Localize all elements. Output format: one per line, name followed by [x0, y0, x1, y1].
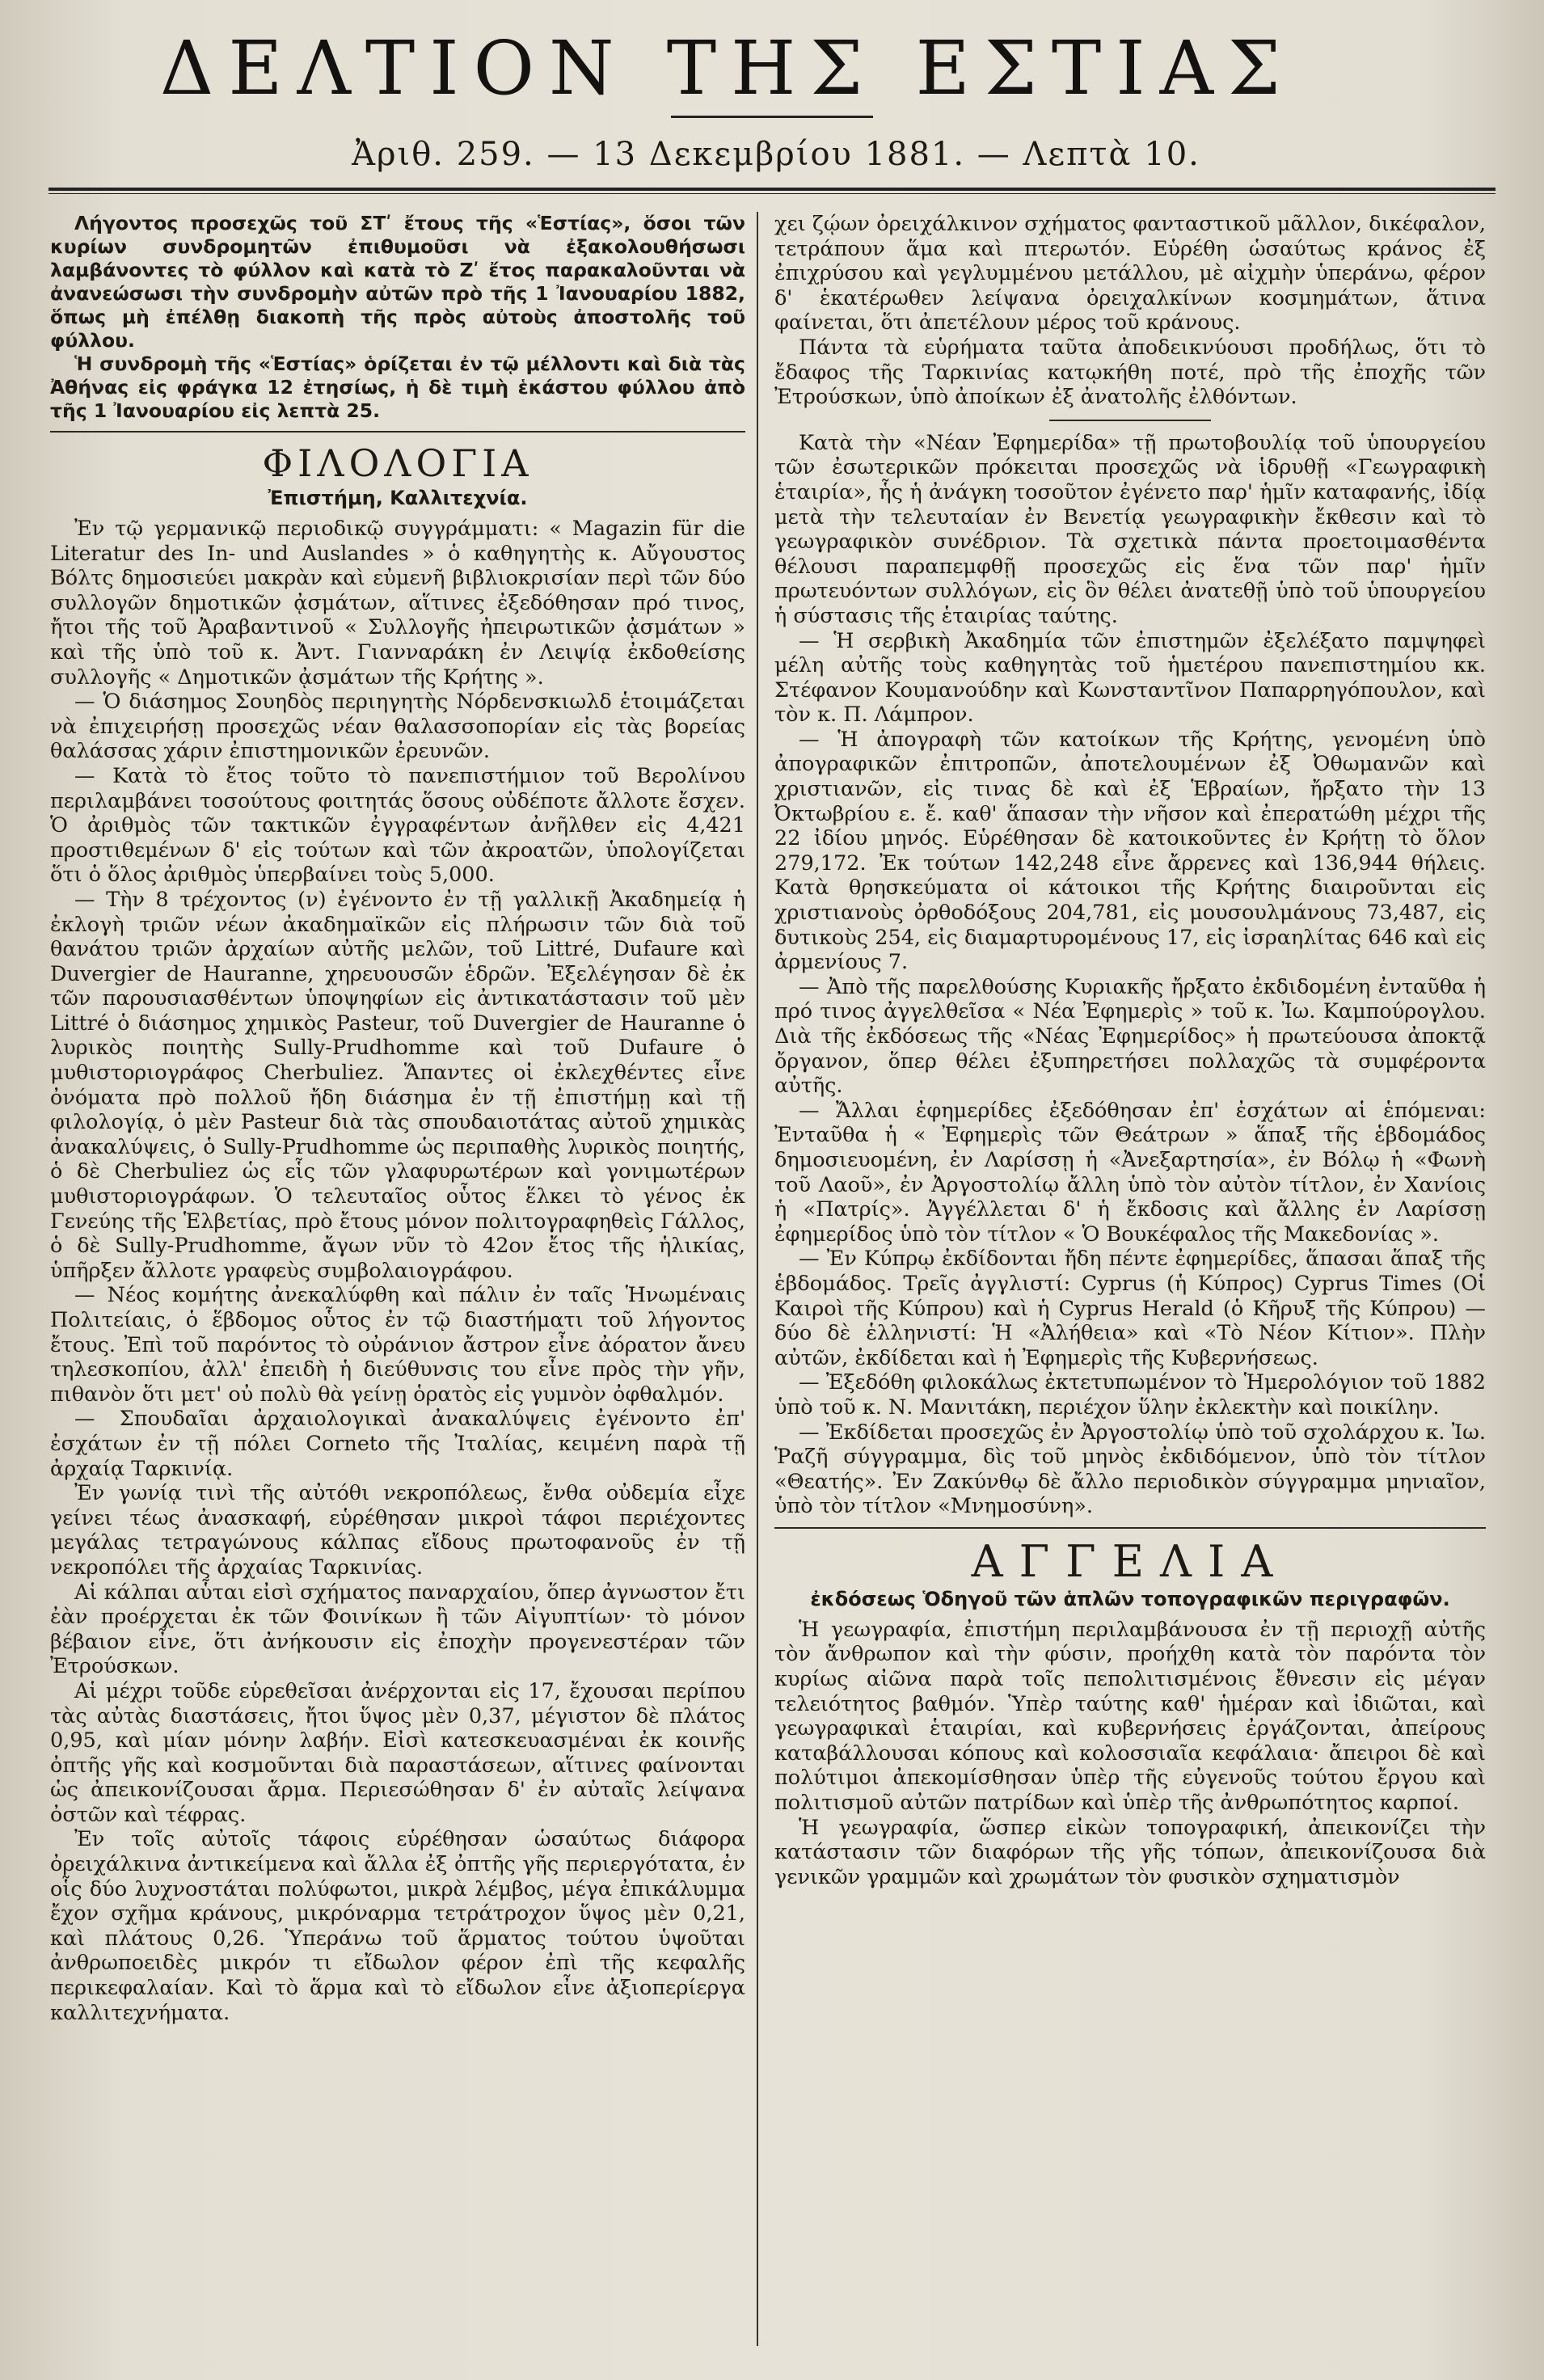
- article-paragraph: Αἱ μέχρι τοῦδε εὑρεθεῖσαι ἀνέρχονται εἰς 17, ἔχουσαι περίπου τὰς αὐτὰς διαστάσεις, ἤτοι ὕψος μὲν 0,37, μέγιστον δὲ πλάτος 0,95, καὶ μίαν μόνην λαβήν. Εἰσὶ κατεσκευασμέναι ἐκ κοινῆς ὀπτῆς γῆς καὶ κοσμοῦνται διὰ παραστάσεων, αἵτινες φαίνονται ὡς ἀπεικονίζουσαι ἄρμα. Περιεσώθησαν δ' ἐν αὐταῖς λείψανα ὀστῶν καὶ τέφρας.: [50, 1678, 745, 1827]
- subscription-price-notice: Ἡ συνδρομὴ τῆς «Ἑστίας» ὁρίζεται ἐν τῷ μέλλοντι καὶ διὰ τὰς Ἀθήνας εἰς φράγκα 12 ἐτησίως, ἡ δὲ τιμὴ ἑκάστου φύλλου ἀπὸ τῆς 1 Ἰανουαρίου εἰς λεπτὰ 25.: [50, 352, 745, 422]
- section-title-announcement: ΑΓΓΕΛΙΑ: [971, 1535, 1289, 1587]
- article-paragraph: Ἡ γεωγραφία, ὥσπερ εἰκὼν τοπογραφική, ἀπεικονίζει τὴν κατάστασιν τῶν διαφόρων τῆς γῆς τόπων, ἀπεικονίζουσα διὰ γενικῶν γραμμῶν καὶ χρωμάτων τὸν φυσικὸν σχηματισμὸν: [774, 1815, 1486, 1889]
- article-paragraph: — Ἀπὸ τῆς παρελθούσης Κυριακῆς ἤρξατο ἐκδιδομένη ἐνταῦθα ἡ πρό τινος ἀγγελθεῖσα « Νέα Ἐφημερὶς » τοῦ κ. Ἰω. Καμπούρογλου. Διὰ τῆς ἐκδόσεως τῆς «Νέας Ἐφημερίδος» ἡ πρωτεύουσα ἀποκτᾷ ὄργανον, ὅπερ θέλει ἐξυπηρετήσει πολλαχῶς τὰ συμφέροντα αὐτῆς.: [774, 974, 1486, 1099]
- subscription-notice: Λήγοντος προσεχῶς τοῦ ΣΤʹ ἔτους τῆς «Ἑστίας», ὅσοι τῶν κυρίων συνδρομητῶν ἐπιθυμοῦσι νὰ ἐξακολουθήσωσι λαμβάνοντες τὸ φύλλον καὶ κατὰ τὸ Ζʹ ἔτος παρακαλοῦνται νὰ ἀνανεώσωσι τὴν συνδρομὴν αὐτῶν πρὸ τῆς 1 Ἰανουαρίου 1882, ὅπως μὴ ἐπέλθῃ διακοπὴ τῆς πρὸς αὐτοὺς ἀποστολῆς τοῦ φύλλου.: [50, 212, 745, 352]
- article-paragraph: Ἐν τῷ γερμανικῷ περιοδικῷ συγγράμματι: « Magazin für die Literatur des In- und Auslandes » ὁ καθηγητὴς κ. Αὔγουστος Βόλτς δημοσιεύει μακρὰν καὶ εὐμενῆ βιβλιοκρισίαν περὶ τῶν δύο συλλογῶν δημοτικῶν ᾀσμάτων, αἵτινες ἐξεδόθησαν πρό τινος, ἤτοι τῆς τοῦ Ἀραβαντινοῦ « Συλλογῆς ἠπειρωτικῶν ᾀσμάτων » καὶ τῆς ὑπὸ τοῦ κ. Ἀντ. Γιανναράκη ἐν Λειψίᾳ ἐκδοθείσης συλλογῆς « Δημοτικῶν ᾀσμάτων τῆς Κρήτης ».: [50, 517, 745, 690]
- announcement-subtitle: ἐκδόσεως Ὁδηγοῦ τῶν ἁπλῶν τοπογραφικῶν περιγραφῶν.: [810, 1587, 1450, 1610]
- issue-line: Ἀριθ. 259. — 13 Δεκεμβρίου 1881. — Λεπτὰ 10.: [352, 136, 1200, 173]
- article-paragraph: — Κατὰ τὸ ἔτος τοῦτο τὸ πανεπιστήμιον τοῦ Βερολίνου περιλαμβάνει τοσούτους φοιτητάς ὅσους οὐδέποτε ἄλλοτε ἔσχεν. Ὁ ἀριθμὸς τῶν τακτικῶν ἐγγραφέντων ἀνῆλθεν εἰς 4,421 προστιθεμένων δ' εἰς τούτων καὶ τῶν ἀκροατῶν, ὑπολογίζεται ὅτι ὁ ὅλος ἀριθμὸς ὑπερβαίνει τοὺς 5,000.: [50, 763, 745, 888]
- masthead-rule: [671, 116, 873, 118]
- article-paragraph: — Ἐξεδόθη φιλοκάλως ἐκτετυπωμένον τὸ Ἡμερολόγιον τοῦ 1882 ὑπὸ τοῦ κ. Ν. Μανιτάκη, περιέχον ὕλην ἐκλεκτὴν καὶ ποικίλην.: [774, 1370, 1486, 1420]
- short-divider: [1049, 420, 1211, 421]
- article-paragraph: χει ζῴων ὀρειχάλκινον σχήματος φανταστικοῦ μᾶλλον, δικέφαλον, τετράπουν ἅμα καὶ πτερωτόν. Εὑρέθη ὡσαύτως κράνος ἐξ ἐπιχρύσου καὶ γεγλυμμένου μετάλλου, μὲ αἰχμὴν ὑπεράνω, φέρον δ' ἑκατέρωθεν λείψανα ὀρειχαλκίνων κοσμημάτων, ἅτινα φαίνεται, ὅτι ἀπετέλουν μέρος τοῦ κράνους.: [774, 212, 1486, 335]
- header-rule-thin: [49, 193, 1495, 194]
- section-divider: [50, 431, 745, 433]
- article-paragraph: Ἐν γωνίᾳ τινὶ τῆς αὐτόθι νεκροπόλεως, ἔνθα οὐδεμία εἶχε γείνει τέως ἀνασκαφή, εὑρέθησαν μικροὶ τάφοι περιέχοντες μεγάλας τετραγώνους κάλπας εἴδους πρωτοφανοῦς ἐν τῇ νεκροπόλει τῆς ἀρχαίας Ταρκινίας.: [50, 1481, 745, 1580]
- column-rule: [757, 212, 758, 2346]
- article-paragraph: — Ἐν Κύπρῳ ἐκδίδονται ἤδη πέντε ἐφημερίδες, ἅπασαι ἅπαξ τῆς ἑβδομάδος. Τρεῖς ἀγγλιστί: Cyprus (ἡ Κύπρος) Cyprus Times (Οἱ Καιροὶ τῆς Κύπρου) καὶ ἡ Cyprus Herald (ὁ Κῆρυξ τῆς Κύπρου) — δύο δὲ ἑλληνιστί: Ἡ «Ἀλήθεια» καὶ «Τὸ Νέον Κίτιον». Πλὴν αὐτῶν, ἐκδίδεται καὶ ἡ Ἐφημερὶς τῆς Κυβερνήσεως.: [774, 1247, 1486, 1370]
- article-paragraph: — Ὁ διάσημος Σουηδὸς περιηγητὴς Νόρδενσκιωλδ ἑτοιμάζεται νὰ ἐπιχειρήσῃ προσεχῶς νέαν θαλασσοπορίαν εἰς τὰς βορείας θαλάσσας χάριν ἐπιστημονικῶν ἐρευνῶν.: [50, 690, 745, 764]
- article-paragraph: Κατὰ τὴν «Νέαν Ἐφημερίδα» τῇ πρωτοβουλίᾳ τοῦ ὑπουργείου τῶν ἐσωτερικῶν πρόκειται προσεχῶς νὰ ἱδρυθῇ «Γεωγραφικὴ ἑταιρία», ἧς ἡ ἀνάγκη τοσοῦτον ἐγένετο παρ' ἡμῖν καταφανής, ἰδίᾳ μετὰ τὴν τελευταίαν ἐν Βενετίᾳ γεωγραφικὴν ἔκθεσιν καὶ τὸ γεωγραφικὸν συνέδριον. Τὰ σχετικὰ πάντα προετοιμασθέντα θέλουσι παραπεμφθῇ προσεχῶς εἰς ἕνα τῶν παρ' ἡμῖν πρωτευόντων συλλόγων, εἰς ὃν θέλει ἀνατεθῇ ὑπὸ τοῦ ὑπουργείου ἡ σύστασις τῆς ἑταιρίας ταύτης.: [774, 430, 1486, 628]
- section-title-philology: ΦΙΛΟΛΟΓΙΑ: [262, 441, 534, 485]
- article-paragraph: — Ἡ ἀπογραφὴ τῶν κατοίκων τῆς Κρήτης, γενομένη ὑπὸ ἀπογραφικῶν ἐπιτροπῶν, ἀποτελουμένων ἐξ Ὀθωμανῶν καὶ χριστιανῶν, εἰς τινας δὲ καὶ ἐξ Ἑβραίων, ἤρξατο τὴν 13 Ὀκτωβρίου ε. ἔ. καθ' ἅπασαν τὴν νῆσον καὶ ἐπερατώθη μέχρι τῆς 22 ἰδίου μηνός. Εὑρέθησαν δὲ κατοικοῦντες ἐν Κρήτῃ τὸ ὅλον 279,172. Ἐκ τούτων 142,248 εἶνε ἄρρενες καὶ 136,944 θήλεις. Κατὰ θρησκεύματα οἱ κάτοικοι τῆς Κρήτης διαιροῦνται εἰς χριστιανοὺς ὀρθοδόξους 204,781, εἰς μουσουλμάνους 73,487, εἰς δυτικοὺς 254, εἰς διαμαρτυρομένους 17, εἰς ἰσραηλίτας 646 καὶ εἰς ἀρμενίους 7.: [774, 727, 1486, 975]
- article-paragraph: Πάντα τὰ εὑρήματα ταῦτα ἀποδεικνύουσι προδήλως, ὅτι τὸ ἔδαφος τῆς Ταρκινίας κατῳκήθη ποτέ, πρὸ τῆς ἐποχῆς τῶν Ἐτρούσκων, ὑπὸ ἀποίκων ἐξ ἀνατολῆς ἐλθόντων.: [774, 335, 1486, 410]
- right-column: [774, 212, 1486, 2346]
- article-paragraph: — Ἄλλαι ἐφημερίδες ἐξεδόθησαν ἐπ' ἐσχάτων αἱ ἑπόμεναι: Ἐνταῦθα ἡ « Ἐφημερὶς τῶν Θεάτρων » ἅπαξ τῆς ἑβδομάδος δημοσιευομένη, ἐν Λαρίσσῃ ἡ «Ἀνεξαρτησία», ἐν Βόλῳ ἡ «Φωνὴ τοῦ Λαοῦ», ἐν Ἀργοστολίῳ ἄλλη ὑπὸ τὸν αὐτὸν τίτλον, ἐν Χανίοις ἡ «Πατρίς». Ἀγγέλλεται δ' ἡ ἔκδοσις καὶ ἄλλης ἐν Λαρίσσῃ ἐφημερίδος ὑπὸ τὸν τίτλον « Ὁ Βουκέφαλος τῆς Μακεδονίας ».: [774, 1098, 1486, 1247]
- article-paragraph: Αἱ κάλπαι αὗται εἰσὶ σχήματος παναρχαίου, ὅπερ ἀγνωστον ἔτι ἐὰν προέρχεται ἐκ τῶν Φοινίκων ἢ τῶν Αἰγυπτίων· τὸ μόνον βέβαιον εἶνε, ὅτι ἀνήκουσιν εἰς ἐποχὴν προγενεστέραν τῶν Ἐτρούσκων.: [50, 1580, 745, 1679]
- section-divider: [774, 1527, 1486, 1529]
- article-paragraph: — Σπουδαῖαι ἀρχαιολογικαὶ ἀνακαλύψεις ἐγένοντο ἐπ' ἐσχάτων ἐν τῇ πόλει Corneto τῆς Ἰταλίας, κειμένη παρὰ τῇ ἀρχαίᾳ Ταρκινίᾳ.: [50, 1407, 745, 1481]
- section-subtitle: Ἐπιστήμη, Καλλιτεχνία.: [268, 487, 528, 509]
- left-column: [50, 212, 745, 2346]
- article-paragraph: — Ἡ σερβικὴ Ἀκαδημία τῶν ἐπιστημῶν ἐξελέξατο παμψηφεὶ μέλη αὐτῆς τοὺς καθηγητὰς τοῦ ἡμετέρου πανεπιστημίου κκ. Στέφανον Κουμανούδην καὶ Κωνσταντῖνον Παπαρρηγόπουλον, καὶ τὸν κ. Π. Λάμπρον.: [774, 628, 1486, 728]
- article-paragraph: — Ἐκδίδεται προσεχῶς ἐν Ἀργοστολίῳ ὑπὸ τοῦ σχολάρχου κ. Ἰω. Ῥαζῆ σύγγραμμα, δὶς τοῦ μηνὸς ἐκδιδόμενον, ὑπὸ τὸν τίτλον «Θεατής». Ἐν Ζακύνθῳ δὲ ἄλλο περιοδικὸν σύγγραμμα μηνιαῖον, ὑπὸ τὸν τίτλον «Μνημοσύνη».: [774, 1420, 1486, 1519]
- article-paragraph: — Τὴν 8 τρέχοντος (ν) ἐγένοντο ἐν τῇ γαλλικῇ Ἀκαδημείᾳ ἡ ἐκλογὴ τριῶν νέων ἀκαδημαϊκῶν εἰς πλήρωσιν τῶν διὰ τοῦ θανάτου τριῶν ἀρχαίων αὐτῆς μελῶν, τοῦ Littré, Dufaure καὶ Duvergier de Hauranne, χηρευουσῶν ἑδρῶν. Ἐξελέγησαν δὲ ἐκ τῶν παρουσιασθέντων ὑποψηφίων εἰς ἀντικατάστασιν τοῦ μὲν Littré ὁ διάσημος χημικὸς Pasteur, τοῦ Duvergier de Hauranne ὁ λυρικὸς ποιητὴς Sully-Prudhomme καὶ τοῦ Dufaure ὁ μυθιστοριογράφος Cherbuliez. Ἅπαντες οἱ ἐκλεχθέντες εἶνε ὀνόματα πρὸ πολλοῦ ἤδη διάσημα ἐν τῇ ἐπιστήμῃ καὶ τῇ φιλολογίᾳ, ὁ μὲν Pasteur διὰ τὰς σπουδαιοτάτας αὐτοῦ χημικὰς ἀνακαλύψεις, ὁ Sully-Prudhomme ὡς περιπαθὴς λυρικὸς ποιητής, ὁ δὲ Cherbuliez ὡς εἷς τῶν γλαφυρωτέρων καὶ γονιμωτέρων μυθιστοριογράφων. Ὁ τελευταῖος οὗτος ἕλκει τὸ γένος ἐκ Γενεύης τῆς Ἑλβετίας, πρὸ ἔτους μόνον πολιτογραφηθεὶς Γάλλος, ὁ δὲ Sully-Prudhomme, ἄγων νῦν τὸ 42ον ἔτος τῆς ἡλικίας, ὑπῆρξεν ἄλλοτε γραφεὺς συμβολαιογράφου.: [50, 887, 745, 1283]
- article-paragraph: Ἐν τοῖς αὐτοῖς τάφοις εὑρέθησαν ὡσαύτως διάφορα ὀρειχάλκινα ἀντικείμενα καὶ ἄλλα ἐξ ὀπτῆς γῆς περιεργότατα, ἐν οἷς δύο λυχνοστάται πολύφωτοι, μικρὰ λέμβος, μέγα ἐπικάλυμμα ἔχον σχῆμα κράνους, μικρόναρμα τετράτροχον ὕψος μὲν 0,21, καὶ πλάτους 0,26. Ὑπεράνω τοῦ ἅρματος τούτου ὑψοῦται ἀνθρωποειδὲς μικρόν τι εἴδωλον φέρον ἐπὶ τῆς κεφαλῆς περικεφαλαίαν. Καὶ τὸ ἅρμα καὶ τὸ εἴδωλον εἶνε ἀξιοπερίεργα καλλιτεχνήματα.: [50, 1827, 745, 2025]
- article-paragraph: Ἡ γεωγραφία, ἐπιστήμη περιλαμβάνουσα ἐν τῇ περιοχῇ αὐτῆς τὸν ἄνθρωπον καὶ τὴν φύσιν, προήχθη κατὰ τὸν παρόντα τὸν κυρίως αἰῶνα παρὰ τοῖς πεπολιτισμένοις ἔθνεσιν εἰς μέγαν τελειότητος βαθμόν. Ὑπὲρ ταύτης καθ' ἡμέραν καὶ ἰδιῶται, καὶ γεωγραφικαὶ ἑταιρίαι, καὶ κυβερνήσεις ἐργάζονται, ἀπείρους καταβάλλουσαι κόπους καὶ κολοσσιαῖα κεφάλαια· ἄπειροι δὲ καὶ πολύτιμοι ἀπεκομίσθησαν ὑπὲρ τῆς εὐγενοῦς τούτου ἔργου καὶ πολιτισμοῦ αὐτῶν πατρίδων καὶ ὑπὲρ τῆς ἀνθρωπότητος καρποί.: [774, 1617, 1486, 1816]
- article-paragraph: — Νέος κομήτης ἀνεκαλύφθη καὶ πάλιν ἐν ταῖς Ἡνωμέναις Πολιτείαις, ὁ ἕβδομος οὗτος ἐν τῷ διαστήματι τοῦ λήγοντος ἔτους. Ἐπὶ τοῦ παρόντος τὸ οὐράνιον ἄστρον εἶνε ἀόρατον ἄνευ τηλεσκοπίου, ἀλλ' ἐπειδὴ ἡ διεύθυνσις του εἶνε πρὸς τὴν γῆν, πιθανὸν ὅτι μετ' οὐ πολὺ θὰ γείνῃ ὁρατὸς εἰς γυμνὸν ὀφθαλμόν.: [50, 1283, 745, 1407]
- masthead-title: ΔΕΛΤΙΟΝ ΤΗΣ ΕΣΤΙΑΣ: [159, 25, 1296, 112]
- header-rule: [49, 188, 1495, 191]
